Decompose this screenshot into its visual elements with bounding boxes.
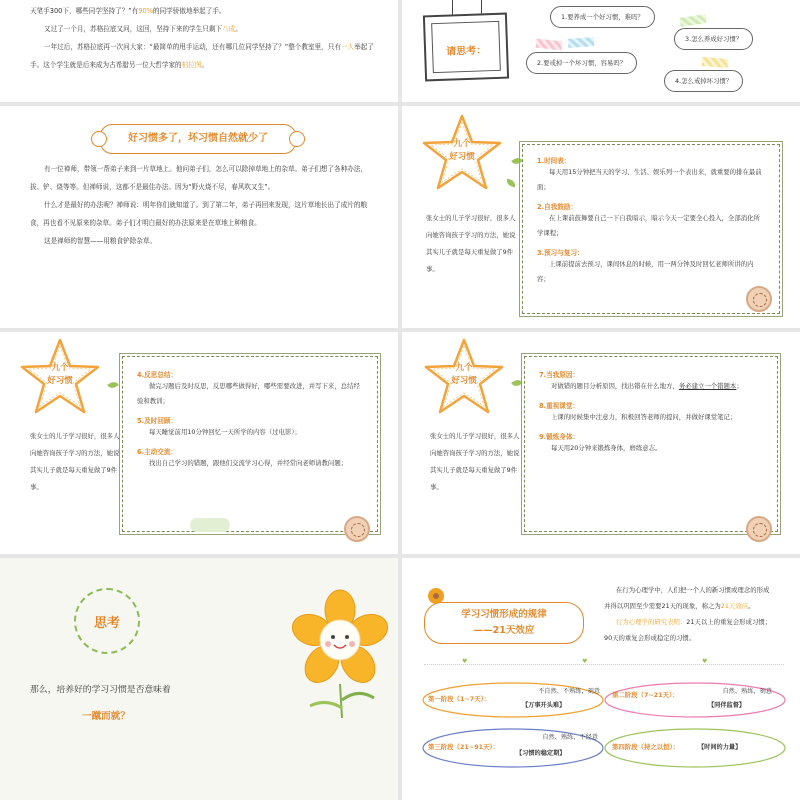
habit-item: 3.预习与复习： 上课前提前去预习，课间休息的时候，用一两分钟及时回忆老师所讲的内容； — [537, 249, 754, 283]
zen-para-1: 有一位禅师，带领一帮弟子来到一片草地上。他问弟子们，怎么可以除掉草地上的杂草。弟子们想了各种办法，拔、铲、烧等等。但禅师说，这都不是最佳办法。因为“野火烧不尽，春风吹又生”。 — [30, 165, 368, 191]
slide-21-day-effect — [402, 558, 800, 800]
habit-item: 8.重视课堂： 上课的时候集中注意力，积极回答老师的提问，并做好课堂笔记； — [539, 402, 737, 421]
picture-frame — [423, 13, 509, 82]
question-3: 3.怎么养成好习惯？ — [674, 28, 753, 50]
habit-item: 9.锻炼身体： 每天用20分钟来锻炼身体，磨练意志。 — [539, 433, 662, 452]
story-para-3: 一年过后，苏格拉底再一次问大家：“最简单的甩手运动，还有哪几位同学坚持了？”整个教室里，只有一人举起了手。这个学生就是后来成为古希腊另一位大哲学家的柏拉图。 — [30, 43, 374, 69]
button-coin-decoration — [746, 516, 772, 542]
slide-subtitle: ——21天效应 — [473, 625, 535, 636]
slide-zen-story — [0, 106, 398, 328]
question-4: 4.怎么戒掉坏习惯？ — [664, 70, 743, 92]
slide-questions — [402, 0, 800, 102]
story-text — [30, 2, 380, 74]
habit-item: 4.反思总结： 做完习题后及时反思，反思哪些做得好，哪些需要改进，并写下来，总结经验和教训； — [137, 371, 360, 405]
stage-3-label: 第三阶段（21~91天）： — [428, 743, 500, 751]
habit-item: 2.自我鼓励： 在上课前鼓舞要自己一下自我暗示，暗示今天一定要全心投入，全部消化所学课程； — [537, 203, 760, 237]
zen-para-2: 什么才是最好的办法呢？禅师说：明年你们就知道了。到了第二年，弟子再回来发现，这片草地长出了成片的粮食，再也看不见原来的杂草。弟子们才明白最好的办法原来是在草地上种粮食。 — [30, 201, 368, 227]
think-title: 思考 — [93, 616, 120, 631]
slide-think — [0, 558, 398, 800]
washi-tape — [702, 57, 729, 68]
grass-decoration — [190, 518, 230, 532]
heart-icon: ♥ — [702, 658, 708, 665]
slide-nine-habits-1 — [402, 106, 800, 328]
habit-item: 7.当我原因： 对做错的题目分析原因，找出错在什么地方，务必建立一个错题本； — [539, 371, 743, 390]
habit-item: 6.主动交流： 找出自己学习的错题，跟他们交流学习心得，并经常向老师请教问题； — [137, 448, 348, 467]
story-para-1: 天笔手300下，哪些同学坚持了？”有90%的同学骄傲地举起了手。 — [30, 7, 226, 15]
habits-box — [122, 356, 378, 532]
habits-box — [522, 144, 780, 314]
slide-nine-habits-2 — [0, 332, 398, 554]
washi-tape — [536, 39, 563, 51]
effect-description: 在行为心理学中，人们把一个人的新习惯或理念的形成并得以巩固至少需要21天的现象，称之为21天效应。 行为心理学的研究表明：21天以上的重复会形成习惯；90天的重复会形成稳定的习惯。 — [604, 586, 772, 642]
leaf-decoration — [107, 380, 119, 390]
heart-icon: ♥ — [462, 658, 468, 665]
zen-story-text — [30, 160, 378, 250]
question-2: 2.要戒掉一个坏习惯，容易吗？ — [526, 52, 637, 74]
story-para-2: 又过了一个月，苏格拉底又问，这回，坚持下来的学生只剩下八成。 — [44, 25, 242, 33]
button-coin-decoration — [746, 286, 772, 312]
think-question: 那么，培养好的学习习惯是否意味着 — [30, 685, 171, 695]
leaf-decoration — [511, 378, 523, 388]
slide-nine-habits-3 — [402, 332, 800, 554]
stage-3-tag: 【习惯的稳定期】 — [516, 750, 566, 757]
stage-2-tag: 【同伴监督】 — [708, 702, 746, 709]
habit-item: 5.及时回顾： 每天睡觉前用10分钟回忆一天所学的内容（过电影）； — [137, 417, 301, 436]
stage-1-label: 第一阶段（1~7天）： — [428, 695, 491, 703]
stage-4-tag: 【时间的力量】 — [698, 744, 742, 751]
frame-title: 请思考： — [445, 45, 487, 58]
think-answer: 一蹴而就？ — [82, 711, 130, 722]
question-1: 1.要养成一个好习惯，难吗？ — [550, 6, 655, 28]
star-badge-text: 九个 好习惯 — [449, 139, 475, 162]
stage-2-label: 第二阶段（7~21天）： — [612, 691, 679, 699]
washi-tape — [568, 37, 595, 48]
star-badge-text: 九个 好习惯 — [451, 363, 477, 386]
slide-title: 学习习惯形成的规律 — [461, 609, 547, 620]
stage-3-desc: 自然、熟练，不经意 — [542, 734, 598, 741]
washi-tape — [680, 14, 707, 27]
slide-title-banner: 好习惯多了，坏习惯自然就少了 — [100, 124, 296, 154]
button-coin-decoration — [344, 516, 370, 542]
habits-box — [524, 356, 778, 532]
intro-text: 张女士的儿子学习很好，很多人向她咨询孩子学习的方法，她说其实儿子就是每天重复做了9件事。 — [430, 432, 520, 491]
leaf-decoration — [505, 178, 516, 187]
habit-item: 1.时间表： 每天用15分钟把当天的学习、生活、娱乐列一个表出来，就重要的排在最前面； — [537, 157, 762, 191]
intro-text: 张女士的儿子学习很好，很多人向她咨询孩子学习的方法，她说其实儿子就是每天重复做了9件事。 — [426, 214, 516, 273]
stage-1-tag: 【万事开头难】 — [522, 702, 566, 709]
intro-text: 张女士的儿子学习很好，很多人向她咨询孩子学习的方法，她说其实儿子就是每天重复做了9件事。 — [30, 432, 120, 491]
zen-para-3: 这是禅师的智慧——用粮食铲除杂草。 — [44, 237, 157, 245]
star-badge-text: 九个 好习惯 — [47, 363, 73, 386]
dotted-divider — [424, 664, 784, 665]
smiling-flower-illustration — [282, 588, 398, 718]
heart-icon: ♥ — [582, 658, 588, 665]
stage-1-desc: 不自然、不熟练，刻意 — [538, 688, 600, 695]
stage-2-desc: 自然、熟练，刻意 — [722, 688, 772, 695]
stage-4-label: 第四阶段（持之以恒）： — [612, 743, 680, 751]
slide-story-socrates-end — [0, 0, 398, 102]
